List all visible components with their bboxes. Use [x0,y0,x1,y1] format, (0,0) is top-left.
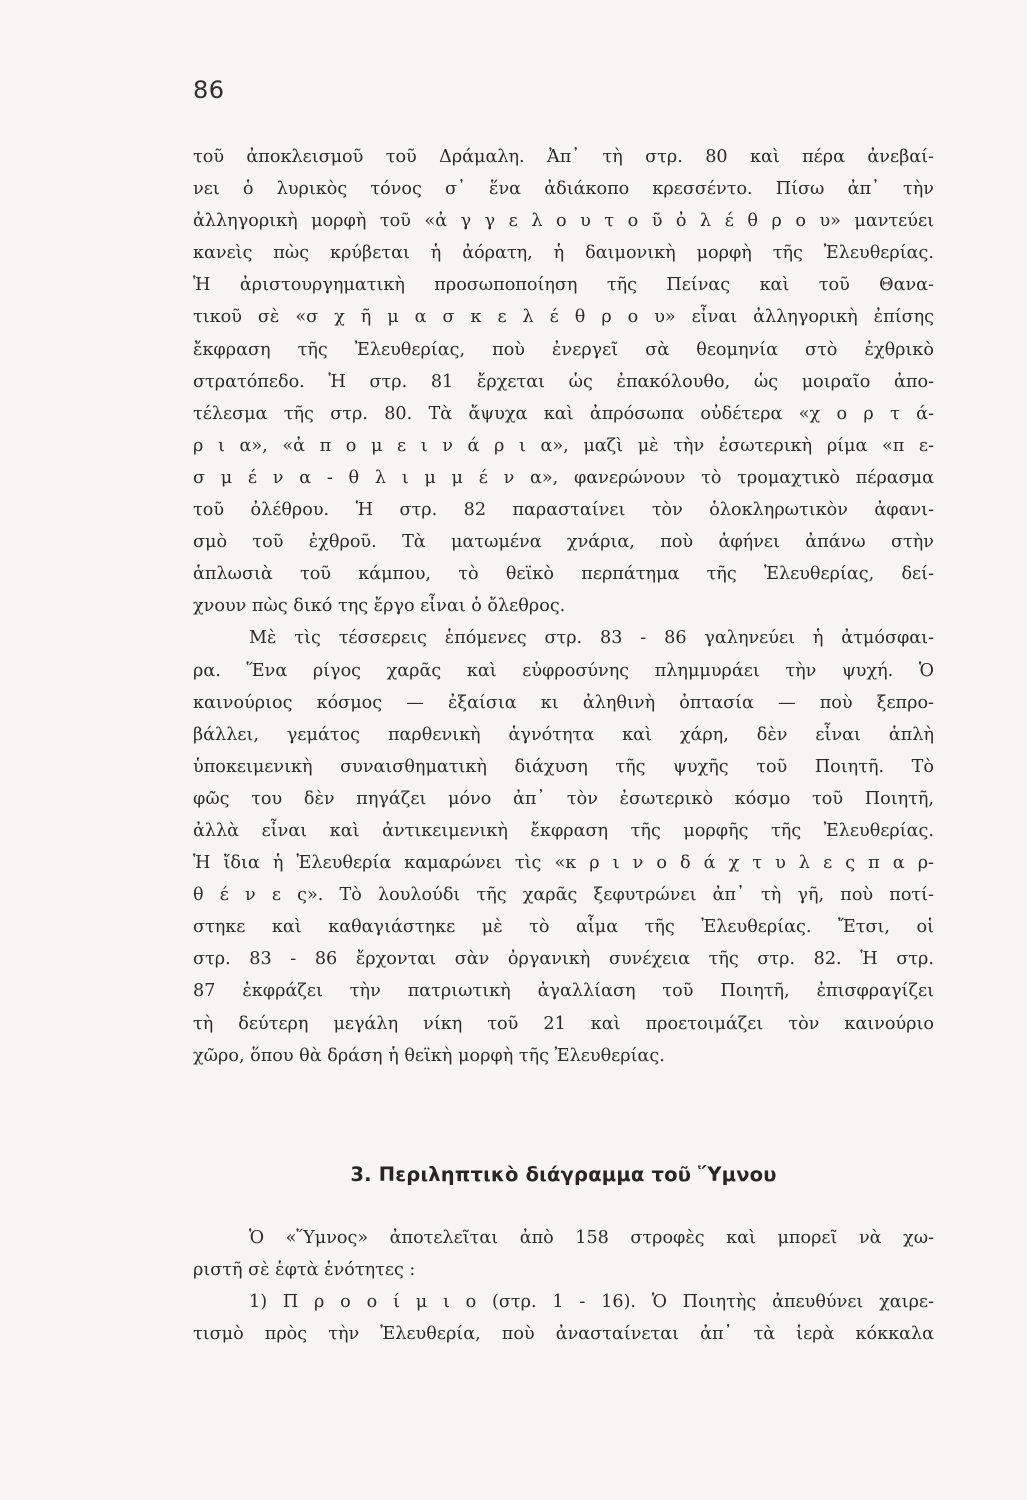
text-line: κανεὶς πὼς κρύβεται ἡ ἀόρατη, ἡ δαιμονικὴ μορφὴ τῆς Ἐλευθερίας. [193,243,934,264]
text-line: τοῦ ὀλέθρου. Ἡ στρ. 82 παρασταίνει τὸν ὁλοκληρωτικὸν ἀφανι- [193,500,934,521]
text-line: στρ. 83 - 86 ἔρχονται σὰν ὀργανικὴ συνέχεια τῆς στρ. 82. Ἡ στρ. [193,949,934,970]
text-line: χῶρο, ὅπου θὰ δράση ἡ θεϊκὴ μορφὴ τῆς Ἐλευθερίας. [193,1045,665,1066]
text-line: χνουν πὼς δικό της ἔργο εἶναι ὁ ὄλεθρος. [193,596,566,617]
text-line: στηκε καὶ καθαγιάστηκε μὲ τὸ αἷμα τῆς Ἐλευθερίας. Ἔτσι, οἱ [193,917,934,938]
text-line: ριστῆ σὲ ἑφτὰ ἑνότητες : [193,1260,416,1281]
text-line: τισμὸ πρὸς τὴν Ἐλευθερία, ποὺ ἀνασταίνεται ἀπ᾽ τὰ ἱερὰ κόκκαλα [193,1324,934,1345]
text-line: ἔκφραση τῆς Ἐλευθερίας, ποὺ ἐνεργεῖ σὰ θεομηνία στὸ ἐχθρικὸ [193,339,934,360]
text-line: νει ὁ λυρικὸς τόνος σ᾽ ἕνα ἀδιάκοπο κρεσσέντο. Πίσω ἀπ᾽ τὴν [193,179,934,200]
body-text [193,141,934,1072]
text-line: τικοῦ σὲ «σ χ ῆ μ α σ κ ε λ έ θ ρ ο υ» εἶναι ἀλληγορικὴ ἐπίσης [193,307,934,328]
text-line: 87 ἐκφράζει τὴν πατριωτικὴ ἀγαλλίαση τοῦ Ποιητῆ, ἐπισφραγίζει [193,981,934,1002]
text-line: στρατόπεδο. Ἡ στρ. 81 ἔρχεται ὡς ἐπακόλουθο, ὡς μοιραῖο ἀπο- [193,371,934,392]
text-line: σμὸ τοῦ ἐχθροῦ. Τὰ ματωμένα χνάρια, ποὺ ἀφήνει ἀπάνω στὴν [193,532,934,553]
text-line: φῶς του δὲν πηγάζει μόνο ἀπ᾽ τὸν ἐσωτερικὸ κόσμο τοῦ Ποιητῆ, [193,788,934,809]
text-line: 1) Π ρ ο ο ί μ ι ο (στρ. 1 - 16). Ὁ Ποιητὴς ἀπευθύνει χαιρε- [249,1292,934,1313]
section-text [193,1222,934,1350]
text-line: ρ ι α», «ἀ π ο μ ε ι ν ά ρ ι α», μαζὶ μὲ τὴν ἐσωτερικὴ ρίμα «π ε- [193,435,934,456]
text-line: σ μ έ ν α - θ λ ι μ μ έ ν α», φανερώνουν τὸ τρομαχτικὸ πέρασμα [193,467,934,488]
text-line: Ἡ ἀριστουργηματικὴ προσωποποίηση τῆς Πείνας καὶ τοῦ Θανα- [193,275,934,296]
text-line: ὑποκειμενικὴ συναισθηματικὴ διάχυση τῆς ψυχῆς τοῦ Ποιητῆ. Τὸ [193,756,934,777]
text-line: τοῦ ἀποκλεισμοῦ τοῦ Δράμαλη. Ἀπ᾽ τὴ στρ. 80 καὶ πέρα ἀνεβαί- [193,147,934,167]
text-line: ἀλληγορικὴ μορφὴ τοῦ «ἀ γ γ ε λ ο υ τ ο ῦ ὀ λ έ θ ρ ο υ» μαντεύει [193,211,934,232]
page-number: 86 [193,76,225,104]
text-line: Ἡ ἴδια ἡ Ἐλευθερία καμαρώνει τὶς «κ ρ ι ν ο δ ά χ τ υ λ ε ς π α ρ- [193,853,934,874]
text-line: τὴ δεύτερη μεγάλη νίκη τοῦ 21 καὶ προετοιμάζει τὸν καινούριο [193,1013,934,1034]
text-line: θ έ ν ε ς». Τὸ λουλούδι τῆς χαρᾶς ξεφυτρώνει ἀπ᾽ τὴ γῆ, ποὺ ποτί- [193,885,934,906]
text-line: Ὁ «Ὕμνος» ἀποτελεῖται ἀπὸ 158 στροφὲς καὶ μπορεῖ νὰ χω- [249,1228,934,1248]
text-line: ἀλλὰ εἶναι καὶ ἀντικειμενικὴ ἔκφραση τῆς μορφῆς τῆς Ἐλευθερίας. [193,820,934,841]
text-line: καινούριος κόσμος — ἐξαίσια κι ἀληθινὴ ὀπτασία — ποὺ ξεπρο- [193,692,934,713]
text-line: Μὲ τὶς τέσσερεις ἑπόμενες στρ. 83 - 86 γαληνεύει ἡ ἀτμόσφαι- [249,628,934,649]
text-line: τέλεσμα τῆς στρ. 80. Τὰ ἄψυχα καὶ ἀπρόσωπα οὐδέτερα «χ ο ρ τ ά- [193,403,934,424]
text-line: ρα. Ἕνα ρίγος χαρᾶς καὶ εὐφροσύνης πλημμυράει τὴν ψυχή. Ὁ [193,660,934,681]
section-heading: 3. Περιληπτικὸ διάγραμμα τοῦ Ὕμνου [350,1163,777,1186]
text-line: ἁπλωσιὰ τοῦ κάμπου, τὸ θεϊκὸ περπάτημα τῆς Ἐλευθερίας, δεί- [193,564,934,585]
text-line: βάλλει, γεμάτος παρθενικὴ ἁγνότητα καὶ χάρη, δὲν εἶναι ἁπλὴ [193,724,934,745]
